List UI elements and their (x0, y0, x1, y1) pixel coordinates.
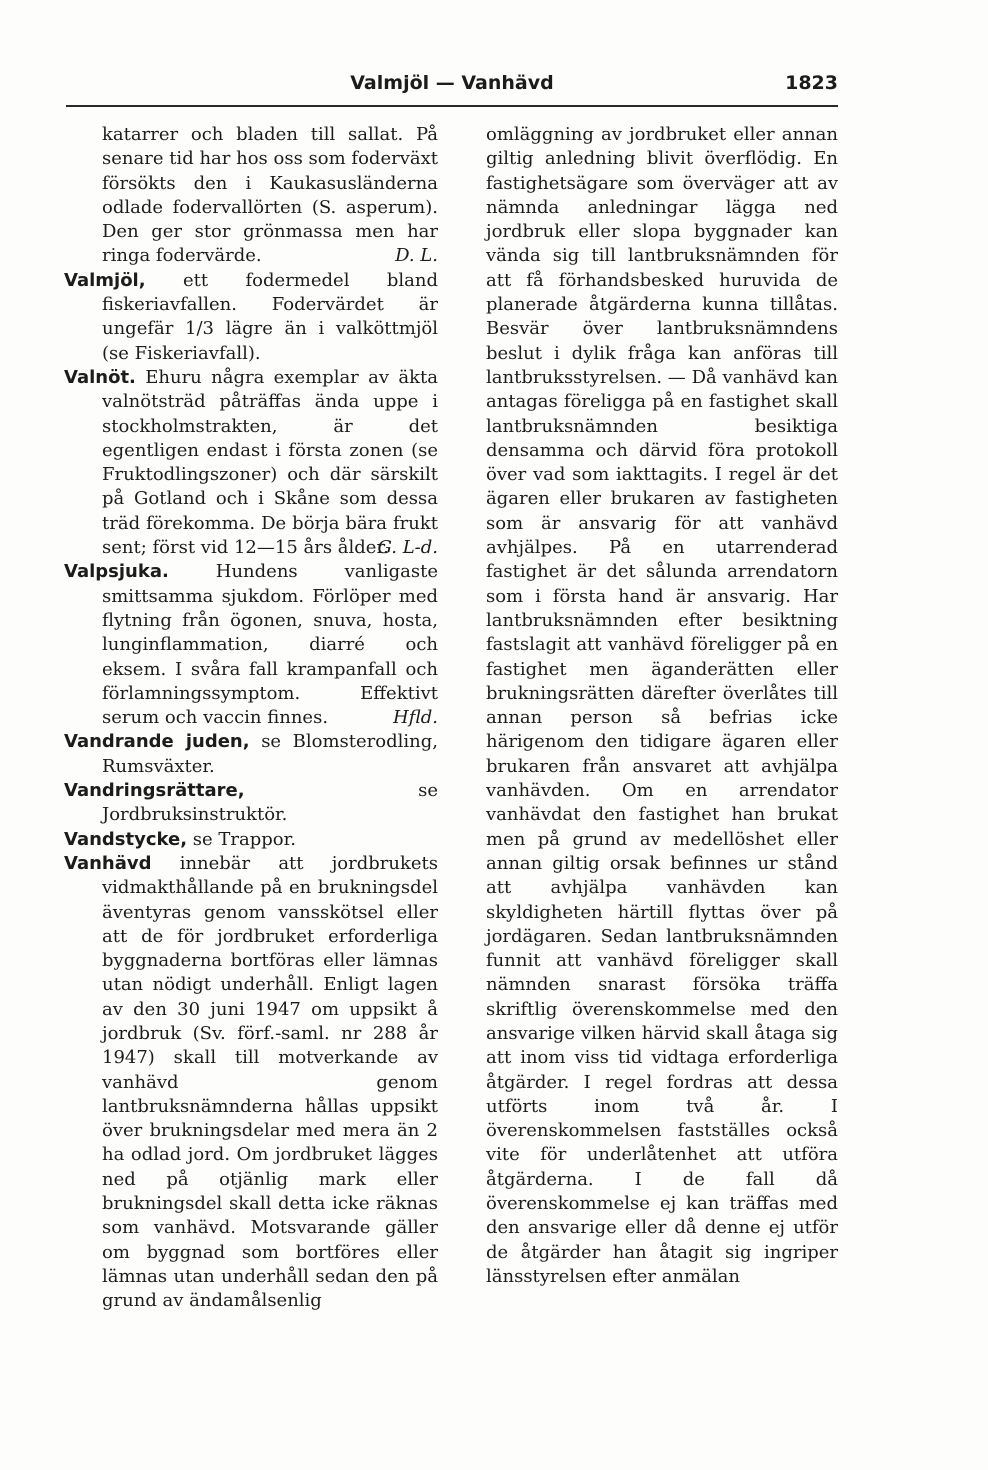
header-rule (66, 105, 838, 107)
page-number: 1823 (785, 72, 838, 94)
entry-signature: Hfld. (393, 707, 438, 729)
vanhavd-continuation: omläggning av jordbruket eller annan giltig anledning blivit överflödig. En fastighetsägare som överväger att av nämnda anledningar lägga ned jordbruk eller slopa byggnader kan vända sig till lantbruksnämnden för att få förhandsbesked huruvida de planerade åtgärderna kunna tillåtas. Besvär över lantbruksnämndens beslut i dylik fråga kan anföras till lantbruksstyrelsen. — Då vanhävd kan antagas föreligga på en fastighet skall lantbruksnämnden besiktiga densamma och därvid föra protokoll över vad som iakttagits. I regel är det ägaren eller brukaren av fastigheten som är ansvarig för att vanhävd avhjälpes. På en utarrenderad fastighet är det sålunda arrendatorn som i första hand är ansvarig. Har lantbruksnämnden efter besiktning fastslagit att vanhävd föreligger på en fastighet men äganderätten eller brukningsrätten därefter överlåtes till annan person så befrias icke härigenom den tidigare ägaren eller brukaren från ansvaret att avhjälpa vanhävden. Om en arrendator vanhävdat den fastighet han brukat men på grund av medellöshet eller annan giltig orsak befinnes ur stånd att avhjälpa vanhävden kan skyldigheten härtill flyttas över på jordägaren. Sedan lantbruksnämnden funnit att vanhävd föreligger skall nämnden snarast försöka träffa skriftlig överenskommelse med den ansvarige vilken härvid skall åtaga sig att inom viss tid vidtaga erforderliga åtgärder. I regel fordras att dessa utförts inom två år. I överenskommelsen fastställes också vite för underlåtenhet att utföra åtgärderna. I de fall då överenskommelse ej kan träffas med den ansvarige eller då denne ej utför de åtgärder han åtagit sig ingriper länsstyrelsen efter anmälan (486, 124, 838, 1287)
entry-valpsjuka (64, 560, 438, 730)
entry-vanhavd (64, 852, 438, 1314)
entry-vandstycke (64, 828, 438, 852)
entry-vandringsrattare (64, 779, 438, 828)
entry-headword: Vandrande juden, (64, 731, 250, 753)
running-head-title: Valmjöl — Vanhävd (350, 72, 554, 94)
running-head (66, 70, 838, 100)
entry-headword: Vandstycke, (64, 828, 188, 850)
entry-headword: Valnöt. (64, 366, 136, 388)
entry-signature: G. L-d. (377, 537, 438, 559)
entry-text: ett fodermedel bland fiskeriavfallen. Fodervärdet är ungefär 1/3 lägre än i valköttmjöl (se Fiskeriavfall). (102, 269, 438, 364)
entry-headword: Vanhävd (64, 852, 152, 874)
entry-text: se Blomsterodling, Rumsväxter. (102, 731, 438, 777)
entry-text: se Trappor. (192, 828, 296, 850)
entry-text: Hundens vanligaste smittsamma sjukdom. Förlöper med flytning från ögonen, snuva, hosta, lunginflammation, diarré och eksem. I svåra fall krampanfall och förlamningssymptom. Effektivt serum och vaccin finnes. (102, 561, 438, 729)
entry-headword: Valpsjuka. (64, 561, 169, 583)
entry-headword: Vandringsrättare, (64, 780, 245, 802)
right-column (486, 123, 838, 1289)
continuation-paragraph (64, 123, 438, 269)
continuation-signature: D. L. (395, 245, 438, 267)
entry-text: Ehuru några exemplar av äkta valnötsträd påträffas ända uppe i stockholmstrakten, är det egentligen endast i första zonen (se Fruktodlingszoner) och där särskilt på Gotland och i Skåne som dessa träd förekomma. De börja bära frukt sent; först vid 12—15 års ålder. (102, 366, 438, 559)
continuation-text: katarrer och bladen till sallat. På senare tid har hos oss som foderväxt försökts den i Kaukasusländerna odlade fodervallörten (S. asperum). Den ger stor grönmassa men har ringa fodervärde. (102, 124, 438, 267)
left-column (64, 123, 438, 1314)
entry-text: se Jordbruksinstruktör. (102, 780, 438, 826)
entry-vandrande-juden (64, 730, 438, 779)
entry-valnot (64, 366, 438, 560)
entry-headword: Valmjöl, (64, 269, 146, 291)
entry-valmjol (64, 269, 438, 366)
entry-text: innebär att jordbrukets vidmakthållande på en brukningsdel äventyras genom vansskötsel eller att de för jordbruket erforderliga byggnaderna bortföras eller lämnas utan nödigt underhåll. Enligt lagen av den 30 juni 1947 om uppsikt å jordbruk (Sv. förf.-saml. nr 288 år 1947) skall till motverkande av vanhävd genom lantbruksnämnderna hållas uppsikt över brukningsdelar med mera än 2 ha odlad jord. Om jordbruket lägges ned på otjänlig mark eller brukningsdel skall detta icke räknas som vanhävd. Motsvarande gäller om byggnad som bortföres eller lämnas utan underhåll sedan den på grund av ändamålsenlig (102, 852, 438, 1312)
